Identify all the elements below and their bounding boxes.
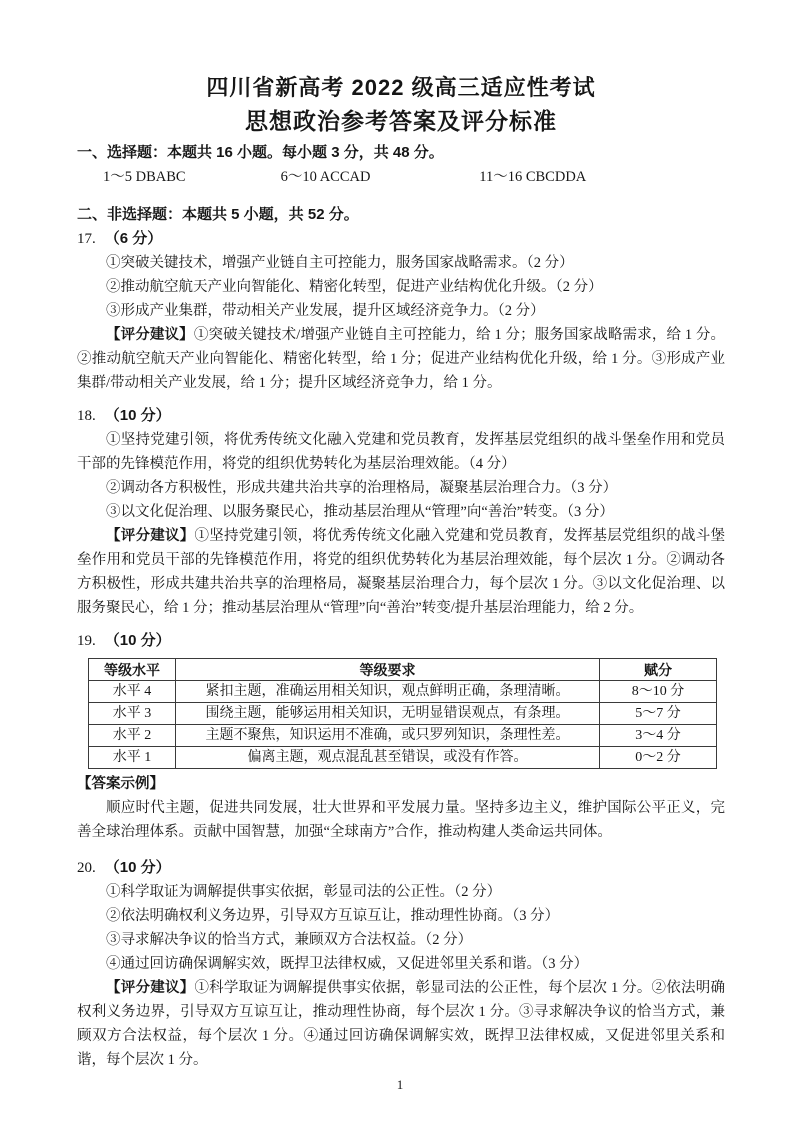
answers-1-5: 1～5 DBABC xyxy=(103,169,186,185)
q17-point-2: ②推动航空航天产业向智能化、精密化转型，促进产业结构优化升级。（2 分） xyxy=(106,279,603,295)
table-cell-score: 5～7 分 xyxy=(600,703,717,725)
q18-scoring-label: 【评分建议】 xyxy=(106,528,195,544)
table-row xyxy=(89,703,717,725)
q17-scoring-note xyxy=(77,323,725,395)
page-number: 1 xyxy=(396,1077,404,1092)
table-header-requirement: 等级要求 xyxy=(176,659,600,681)
q19-example-text: 顺应时代主题，促进共同发展，壮大世界和平发展力量。坚持多边主义，维护国际公平正义，完善全球治理体系。贡献中国智慧，加强“全球南方”合作，推动构建人类命运共同体。 xyxy=(77,800,725,840)
q18-scoring-note xyxy=(77,524,725,620)
q17-heading xyxy=(77,227,725,251)
table-row xyxy=(89,725,717,747)
table-cell-requirement: 紧扣主题，准确运用相关知识，观点鲜明正确，条理清晰。 xyxy=(176,681,600,703)
table-cell-level: 水平 4 xyxy=(89,681,176,703)
q18-scoring-text: ①坚持党建引领，将优秀传统文化融入党建和党员教育，发挥基层党组织的战斗堡垒作用和党员干部的先锋模范作用，将党的组织优势转化为基层治理效能，每个层次 1 分。②调动各方积极性，形成共建共治共享的治理格局，凝聚基层治理合力，每个层次 1 分。③以文化促治理、以服务聚民心，给 1 分；推动基层治理从“管理”向“善治”转变/提升基层治理能力，给 2 分。 xyxy=(77,528,726,616)
q17-scoring-label: 【评分建议】 xyxy=(106,327,194,343)
q20-score: （10 分） xyxy=(104,859,171,876)
q17-point-3: ③形成产业集群，带动相关产业发展，提升区域经济竞争力。（2 分） xyxy=(106,303,545,319)
q18-number: 18. xyxy=(77,408,96,424)
q17-number: 17. xyxy=(77,231,96,247)
q20-scoring-note xyxy=(77,976,725,1072)
table-row xyxy=(89,681,717,703)
choice-answers-row xyxy=(77,165,725,189)
q17-score: （6 分） xyxy=(104,230,163,247)
q17-point-1: ①突破关键技术，增强产业链自主可控能力，服务国家战略需求。（2 分） xyxy=(106,255,574,271)
table-cell-requirement: 偏离主题，观点混乱甚至错误，或没有作答。 xyxy=(176,747,600,769)
q20-point-2: ②依法明确权利义务边界，引导双方互谅互让，推动理性协商。（3 分） xyxy=(106,908,560,924)
q18-heading xyxy=(77,404,725,428)
answers-11-16: 11～16 CBCDDA xyxy=(479,169,587,185)
grading-rubric-table xyxy=(88,658,717,769)
q20-point-1: ①科学取证为调解提供事实依据，彰显司法的公正性。（2 分） xyxy=(106,884,502,900)
table-cell-score: 8～10 分 xyxy=(600,681,717,703)
table-cell-score: 3～4 分 xyxy=(600,725,717,747)
table-cell-level: 水平 1 xyxy=(89,747,176,769)
document-title-line2: 思想政治参考答案及评分标准 xyxy=(245,108,557,134)
q20-heading xyxy=(77,856,725,880)
section2-heading: 二、非选择题：本题共 5 小题，共 52 分。 xyxy=(77,206,359,223)
table-header-score: 赋分 xyxy=(600,659,717,681)
q18-point-3: ③以文化促治理、以服务聚民心，推动基层治理从“管理”向“善治”转变。（3 分） xyxy=(106,504,614,520)
q19-example-label: 【答案示例】 xyxy=(77,776,164,792)
table-cell-level: 水平 2 xyxy=(89,725,176,747)
q19-number: 19. xyxy=(77,633,96,649)
q20-point-3: ③寻求解决争议的恰当方式，兼顾双方合法权益。（2 分） xyxy=(106,932,473,948)
q20-scoring-label: 【评分建议】 xyxy=(106,980,195,996)
table-header-level: 等级水平 xyxy=(89,659,176,681)
q18-point-2: ②调动各方积极性，形成共建共治共享的治理格局，凝聚基层治理合力。（3 分） xyxy=(106,480,618,496)
q17-scoring-text: ①突破关键技术/增强产业链自主可控能力，给 1 分；服务国家战略需求，给 1 分。②推动航空航天产业向智能化、精密化转型，给 1 分；促进产业结构优化升级，给 1 分。③形成产业集群/带动相关产业发展，给 1 分；提升区域经济竞争力，给 1 分。 xyxy=(77,327,726,391)
q20-scoring-text: ①科学取证为调解提供事实依据，彰显司法的公正性，每个层次 1 分。②依法明确权利义务边界，引导双方互谅互让，推动理性协商，每个层次 1 分。③寻求解决争议的恰当方式，兼顾双方合法权益，每个层次 1 分。④通过回访确保调解实效，既捍卫法律权威，又促进邻里关系和谐，每个层次 1 分。 xyxy=(77,980,726,1068)
table-cell-score: 0～2 分 xyxy=(600,747,717,769)
table-header-row xyxy=(89,659,717,681)
table-cell-level: 水平 3 xyxy=(89,703,176,725)
section1-heading: 一、选择题：本题共 16 小题。每小题 3 分，共 48 分。 xyxy=(77,144,444,161)
answers-6-10: 6～10 ACCAD xyxy=(280,169,371,185)
document-title-line1: 四川省新高考 2022 级高三适应性考试 xyxy=(206,75,596,100)
q19-score: （10 分） xyxy=(104,632,171,649)
q20-point-4: ④通过回访确保调解实效，既捍卫法律权威，又促进邻里关系和谐。（3 分） xyxy=(106,956,589,972)
table-cell-requirement: 主题不聚焦，知识运用不准确，或只罗列知识，条理性差。 xyxy=(176,725,600,747)
q18-score: （10 分） xyxy=(104,407,171,424)
q18-point-1: ①坚持党建引领，将优秀传统文化融入党建和党员教育，发挥基层党组织的战斗堡垒作用和党员干部的先锋模范作用，将党的组织优势转化为基层治理效能。（4 分） xyxy=(77,432,725,472)
table-cell-requirement: 围绕主题，能够运用相关知识，无明显错误观点，有条理。 xyxy=(176,703,600,725)
table-row xyxy=(89,747,717,769)
q20-number: 20. xyxy=(77,860,96,876)
q19-heading xyxy=(77,629,725,653)
